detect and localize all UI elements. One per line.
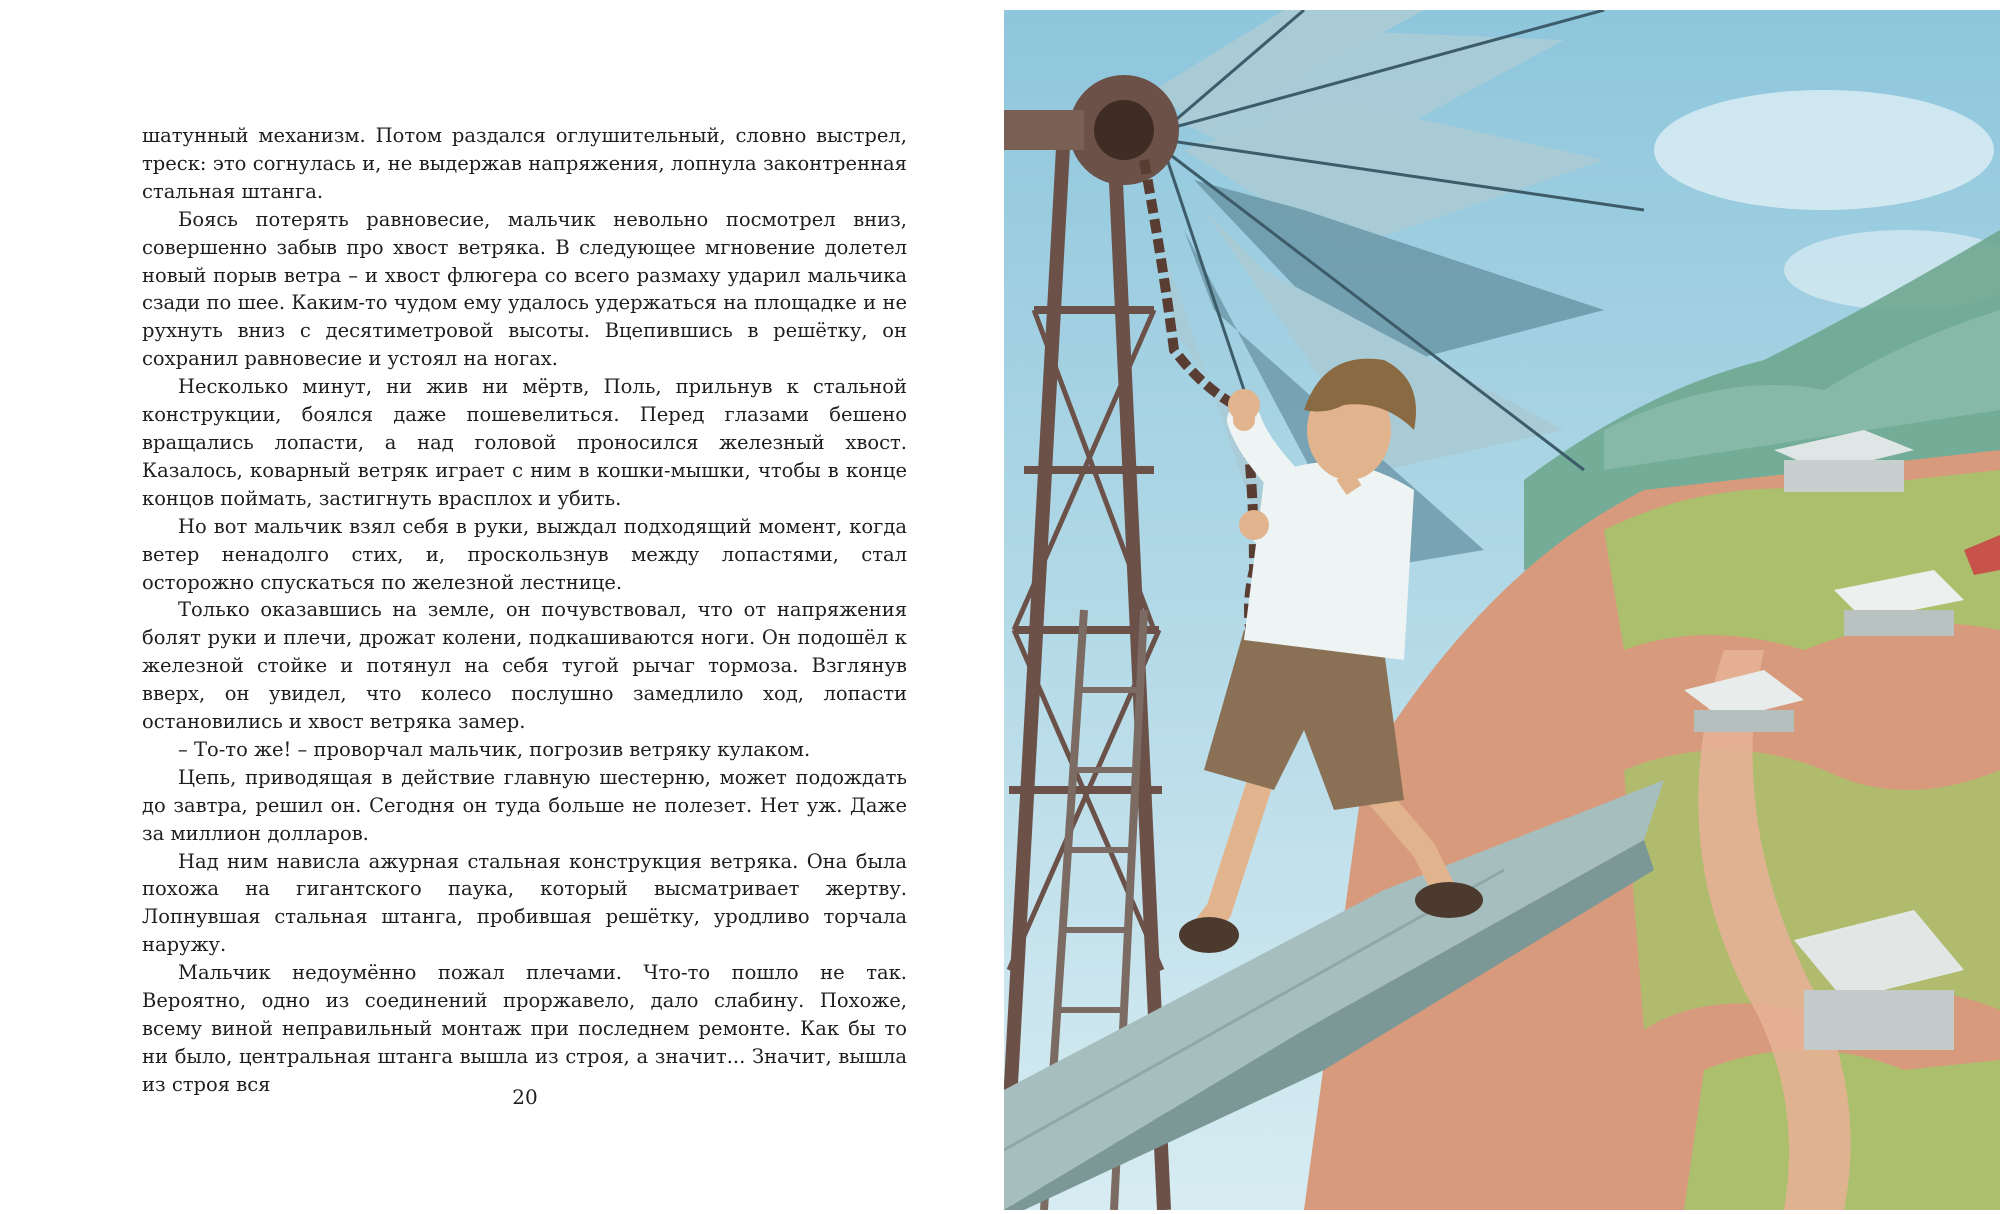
paragraph-3: Несколько минут, ни жив ни мёртв, Поль, прильнув к стальной конструкции, боялся даже пошевелиться. Перед глазами бешено вращались лопасти, а над головой проносился железный хвост. Казалось, коварный ветряк играет с ним в кошки-мышки, чтобы в конце концов поймать, застигнуть врасплох и убить. [142, 375, 907, 510]
paragraph-7: Цепь, приводящая в действие главную шестерню, может подождать до завтра, решил он. Сегодня он туда больше не полезет. Нет уж. Даже за миллион долларов. [142, 765, 907, 845]
text-column [142, 122, 907, 1099]
paragraph-6: – То-то же! – проворчал мальчик, погрозив ветряку кулаком. [178, 737, 811, 761]
page-number: 20 [512, 1085, 538, 1109]
boy-neck [1344, 475, 1354, 490]
boy-hand [1228, 389, 1260, 421]
cloud [1654, 90, 1994, 210]
paragraph-2: Боясь потерять равновесие, мальчик невольно посмотрел вниз, совершенно забыв про хвост ветряка. В следующее мгновение долетел новый порыв ветра – и хвост флюгера со всего размаху ударил мальчика сзади по шее. Каким-то чудом ему удалось удержаться на площадке и не рухнуть вниз с десятиметровой высоты. Вцепившись в решётку, он сохранил равновесие и устоял на ногах. [142, 207, 907, 371]
hub-center [1094, 100, 1154, 160]
boy-arm [1264, 530, 1304, 550]
boy-shoe [1179, 917, 1239, 953]
boy-hand [1239, 510, 1269, 540]
paragraph-9: Мальчик недоумённо пожал плечами. Что-то пошло не так. Вероятно, одно из соединений проржавело, дало слабину. Похоже, всему виной неправильный монтаж при последнем ремонте. Как бы то ни было, центральная штанга вышла из строя, а значит... Значит, вышла из строя вся [142, 961, 907, 1096]
axle [1004, 110, 1084, 150]
illustration-page [1004, 10, 2000, 1210]
paragraph-1: шатунный механизм. Потом раздался оглушительный, словно выстрел, треск: это согнулась и, не выдержав напряжения, лопнула законтренная стальная штанга. [142, 124, 907, 203]
paragraph-5: Только оказавшись на земле, он почувствовал, что от напряжения болят руки и плечи, дрожат колени, подкашиваются ноги. Он подошёл к железной стойке и потянул на себя тугой рычаг тормоза. Взглянув вверх, он увидел, что колесо послушно замедлило ход, лопасти остановились и хвост ветряка замер. [142, 598, 907, 734]
windmill-illustration [1004, 10, 2000, 1210]
boy-shoe [1415, 882, 1483, 918]
paragraph-8: Над ним нависла ажурная стальная конструкция ветряка. Она была похожа на гигантского паука, который высматривает жертву. Лопнувшая стальная штанга, пробившая решётку, уродливо торчала наружу. [142, 849, 907, 957]
paragraph-4: Но вот мальчик взял себя в руки, выждал подходящий момент, когда ветер ненадолго стих, и, проскользнув между лопастями, стал осторожно спускаться по железной лестнице. [142, 514, 907, 594]
boy-shirt [1244, 462, 1414, 660]
